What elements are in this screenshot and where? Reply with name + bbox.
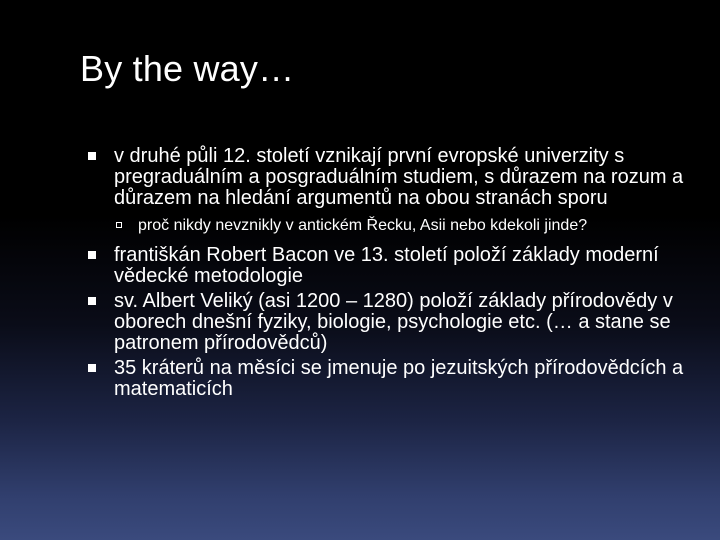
- bullet-item: [86, 358, 686, 400]
- bullet-item: [86, 291, 686, 354]
- square-bullet-icon: [88, 152, 96, 160]
- bullet-item: [86, 146, 686, 209]
- bullet-text: 35 kráterů na měsíci se jmenuje po jezuitských přírodovědcích a matematicích: [114, 357, 684, 400]
- slide-title: By the way…: [80, 48, 295, 89]
- sub-bullet-item: [116, 217, 686, 235]
- bullet-list: [86, 146, 686, 404]
- square-bullet-icon: [88, 251, 96, 259]
- square-bullet-icon: [88, 364, 96, 372]
- square-bullet-icon: [88, 297, 96, 305]
- bullet-text: sv. Albert Veliký (asi 1200 – 1280) položí základy přírodovědy v oborech dnešní fyziky, biologie, psychologie etc. (… a stane se patronem přírodovědců): [114, 290, 673, 354]
- bullet-text: v druhé půli 12. století vznikají první evropské univerzity s pregraduálním a posgraduálním studiem, s důrazem na rozum a důrazem na hledání argumentů na obou stranách sporu: [114, 145, 684, 209]
- hollow-square-bullet-icon: [116, 222, 122, 228]
- bullet-item: [86, 245, 686, 287]
- bullet-text: františkán Robert Bacon ve 13. století položí základy moderní vědecké metodologie: [114, 244, 659, 287]
- sub-bullet-text: proč nikdy nevznikly v antickém Řecku, Asii nebo kdekoli jinde?: [138, 217, 588, 234]
